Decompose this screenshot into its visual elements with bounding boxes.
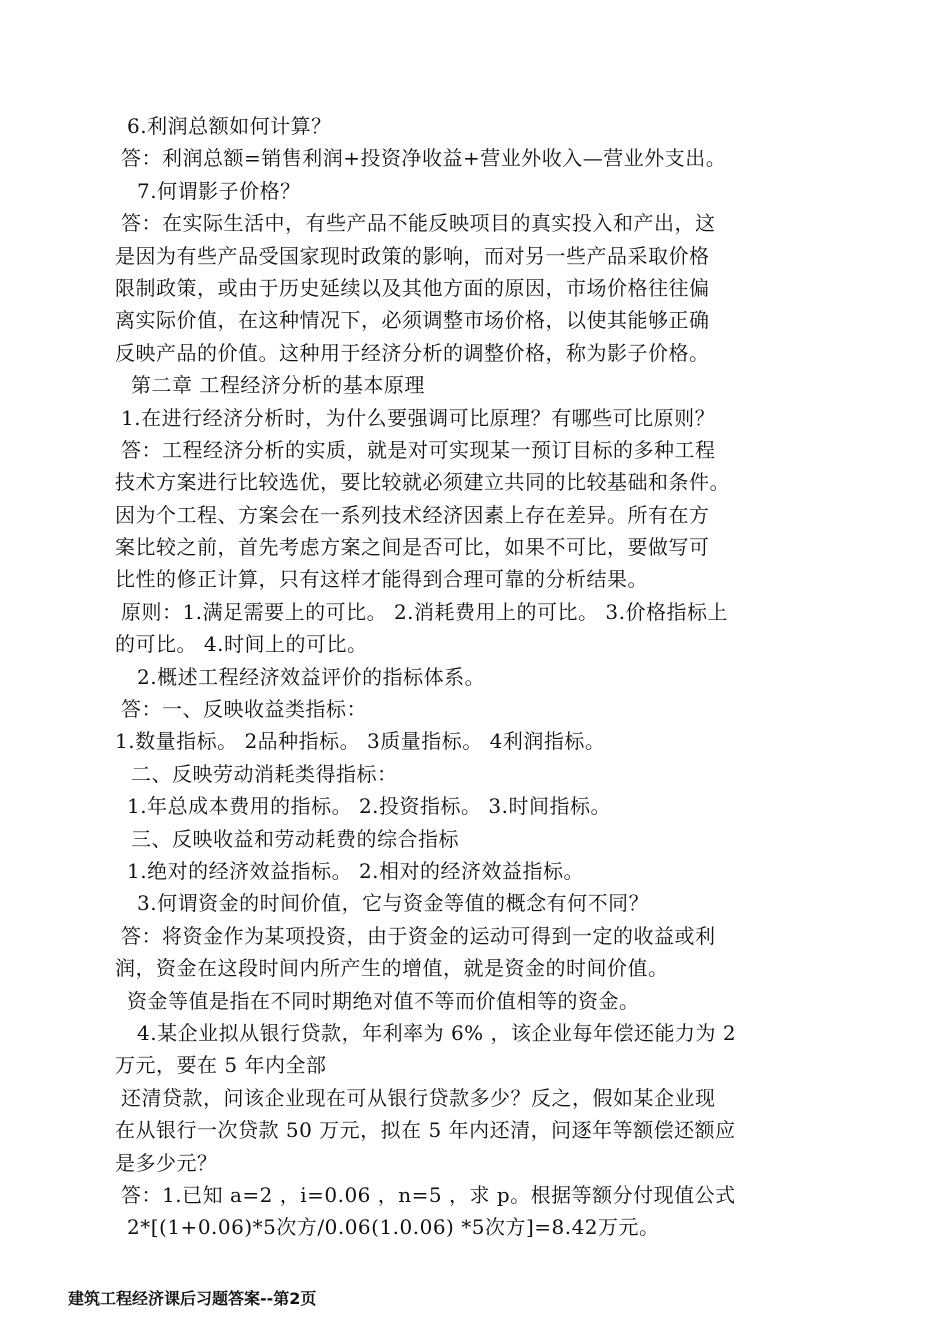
text-line: 在从银行一次贷款 50 万元，拟在 5 年内还清，问逐年等额偿还额应 bbox=[115, 1118, 736, 1143]
text-line: 答：在实际生活中，有些产品不能反映项目的真实投入和产出，这 bbox=[121, 211, 716, 236]
text-line: 案比较之前，首先考虑方案之间是否可比，如果不可比，要做写可 bbox=[115, 535, 710, 560]
text-line: 技术方案进行比较选优，要比较就必须建立共同的比较基础和条件。 bbox=[115, 470, 730, 495]
text-line: 因为个工程、方案会在一系列技术经济因素上存在差异。所有在方 bbox=[115, 502, 710, 527]
text-line: 是因为有些产品受国家现时政策的影响，而对另一些产品采取价格 bbox=[115, 243, 710, 268]
text-line: 还清贷款，问该企业现在可从银行贷款多少？反之，假如某企业现 bbox=[121, 1085, 716, 1110]
text-line: 反映产品的价值。这种用于经济分析的调整价格，称为影子价格。 bbox=[115, 340, 710, 365]
text-line: 万元，要在 5 年内全部 bbox=[115, 1053, 327, 1078]
text-line: 答：利润总额=销售利润+投资净收益+营业外收入—营业外支出。 bbox=[121, 146, 727, 171]
text-line: 三、反映收益和劳动耗费的综合指标 bbox=[131, 826, 459, 851]
text-line: 2*[(1+0.06)*5次方/0.06(1.0.06) *5次方]=8.42万元。 bbox=[127, 1215, 660, 1240]
text-line: 答：1.已知 a=2 ，i=0.06 ，n=5 ，求 p。根据等额分付现值公式 bbox=[121, 1182, 736, 1207]
text-line: 6.利润总额如何计算？ bbox=[127, 114, 332, 138]
text-line: 答：将资金作为某项投资，由于资金的运动可得到一定的收益或利 bbox=[121, 923, 716, 948]
text-line: 二、反映劳动消耗类得指标： bbox=[131, 761, 398, 786]
text-line: 2.概述工程经济效益评价的指标体系。 bbox=[137, 664, 486, 689]
text-line: 资金等值是指在不同时期绝对值不等而价值相等的资金。 bbox=[127, 988, 640, 1013]
text-line: 离实际价值，在这种情况下，必须调整市场价格，以使其能够正确 bbox=[115, 308, 710, 333]
text-line: 答：一、反映收益类指标： bbox=[121, 697, 367, 722]
text-line: 1.数量指标。 2品种指标。 3质量指标。 4利润指标。 bbox=[115, 729, 606, 754]
text-line: 1.年总成本费用的指标。 2.投资指标。 3.时间指标。 bbox=[127, 794, 611, 819]
page-footer: 建筑工程经济课后习题答案--第2页 bbox=[68, 1289, 317, 1308]
document-body bbox=[115, 110, 835, 1244]
text-line: 1.绝对的经济效益指标。 2.相对的经济效益指标。 bbox=[127, 858, 585, 883]
text-line: 比性的修正计算，只有这样才能得到合理可靠的分析结果。 bbox=[115, 567, 648, 592]
text-line: 润，资金在这段时间内所产生的增值，就是资金的时间价值。 bbox=[115, 956, 669, 981]
text-line: 的可比。 4.时间上的可比。 bbox=[115, 632, 368, 657]
text-line: 4.某企业拟从银行贷款，年利率为 6% ，该企业每年偿还能力为 2 bbox=[137, 1020, 737, 1045]
text-line: 7.何谓影子价格？ bbox=[137, 178, 301, 203]
text-line: 限制政策，或由于历史延续以及其他方面的原因，市场价格往往偏 bbox=[115, 275, 710, 300]
text-line: 3.何谓资金的时间价值，它与资金等值的概念有何不同？ bbox=[137, 891, 650, 916]
text-line: 答：工程经济分析的实质，就是对可实现某一预订目标的多种工程 bbox=[121, 437, 716, 462]
text-line: 原则：1.满足需要上的可比。 2.消耗费用上的可比。 3.价格指标上 bbox=[121, 599, 728, 624]
text-line: 第二章 工程经济分析的基本原理 bbox=[131, 373, 425, 398]
text-line: 是多少元？ bbox=[115, 1150, 218, 1175]
text-line: 1.在进行经济分析时，为什么要强调可比原理？有哪些可比原则？ bbox=[121, 405, 716, 430]
